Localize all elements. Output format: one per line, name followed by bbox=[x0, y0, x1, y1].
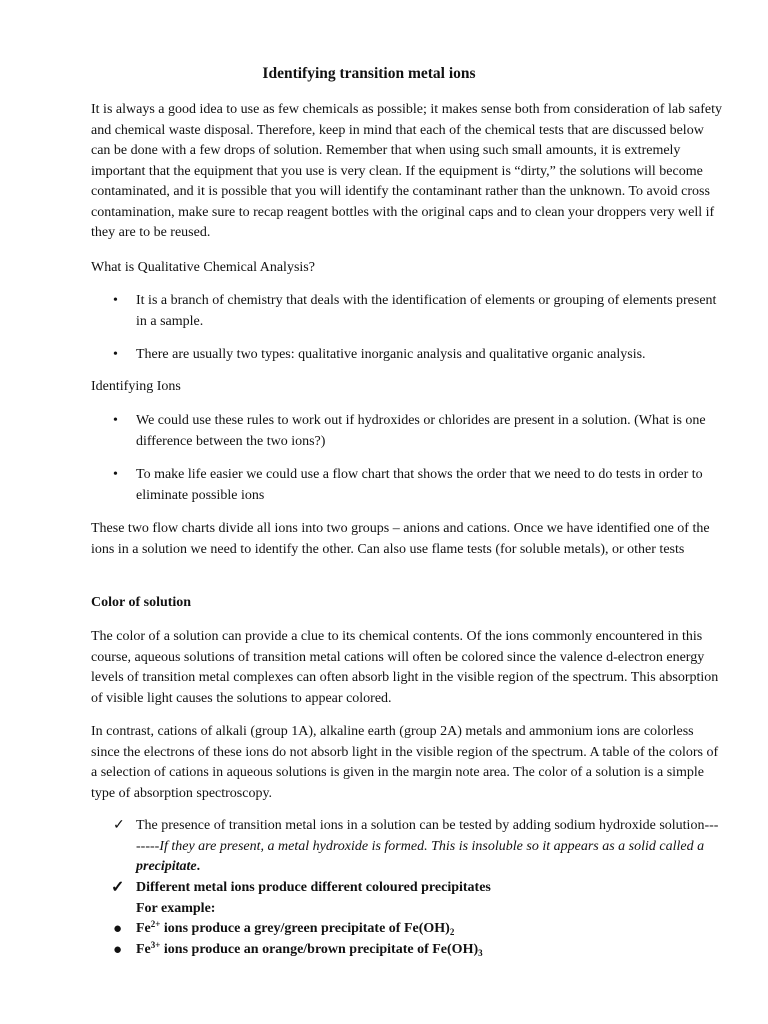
naoh-test-text bbox=[136, 816, 721, 878]
naoh-test-plain: The presence of transition metal ions in a solution can be tested by adding sodium hydroxide solution-------- bbox=[136, 818, 719, 854]
bullet-marker: • bbox=[113, 293, 118, 308]
fe3-symbol: Fe bbox=[136, 942, 151, 957]
bullet-marker: • bbox=[113, 347, 118, 362]
checkmark-icon: ✓ bbox=[113, 818, 125, 833]
flow-chart-paragraph: These two flow charts divide all ions into two groups – anions and cations. Once we have identified one of the ions in a solution we need to identify the other. Can also use flame tests (for soluble metals), or other tests bbox=[91, 521, 710, 557]
bullet-dot-icon: ● bbox=[113, 921, 123, 937]
fe2-charge: 2+ bbox=[150, 919, 161, 929]
color-heading: Color of solution bbox=[91, 595, 192, 610]
ions-heading: Identifying Ions bbox=[91, 379, 181, 394]
qca-heading: What is Qualitative Chemical Analysis? bbox=[91, 260, 315, 275]
checkmark-bold-icon: ✓ bbox=[111, 879, 125, 896]
precipitate-term: precipitate bbox=[136, 859, 197, 874]
ions-bullet-1: We could use these rules to work out if hydroxides or chlorides are present in a solution. (What is one difference between the two ions?) bbox=[136, 413, 706, 449]
page-title: Identifying transition metal ions bbox=[262, 65, 476, 82]
fe3-subscript: 3 bbox=[478, 948, 483, 958]
for-example-label: For example: bbox=[136, 901, 216, 916]
naoh-test-italic: If they are present, a metal hydroxide is formed. This is insoluble so it appears as a solid called a bbox=[159, 838, 705, 854]
fe2-line bbox=[136, 919, 721, 940]
fe2-text: ions produce a grey/green precipitate of Fe(OH) bbox=[160, 921, 450, 936]
fe2-subscript: 2 bbox=[449, 927, 455, 937]
naoh-test-end: . bbox=[196, 859, 201, 874]
bullet-dot-icon: ● bbox=[113, 942, 123, 958]
qca-bullet-2: There are usually two types: qualitative inorganic analysis and qualitative organic analysis. bbox=[136, 347, 646, 362]
bullet-marker: • bbox=[113, 467, 118, 482]
qca-bullet-1: It is a branch of chemistry that deals with the identification of elements or grouping of elements present in a sample. bbox=[136, 293, 717, 329]
fe3-charge: 3+ bbox=[150, 940, 161, 950]
ions-bullet-2: To make life easier we could use a flow chart that shows the order that we need to do tests in order to eliminate possible ions bbox=[136, 467, 703, 503]
intro-paragraph: It is always a good idea to use as few chemicals as possible; it makes sense both from consideration of lab safety and chemical waste disposal. Therefore, keep in mind that each of the chemical tests that are discussed below can be done with a few drops of solution. Remember that when using such small amounts, it is extremely important that the equipment that you use is very clean. If the equipment is “dirty,” the solutions will become contaminated, and it is possible that you will identify the contaminant rather than the unknown. To avoid cross contamination, make sure to recap reagent bottles with the original caps and to clean your droppers very well if they are to be reused. bbox=[91, 102, 722, 240]
precipitates-statement: Different metal ions produce different coloured precipitates bbox=[136, 880, 491, 895]
fe2-symbol: Fe bbox=[136, 921, 151, 936]
bullet-marker: • bbox=[113, 413, 118, 428]
fe3-text: ions produce an orange/brown precipitate of Fe(OH) bbox=[160, 942, 479, 957]
color-paragraph-2: In contrast, cations of alkali (group 1A), alkaline earth (group 2A) metals and ammonium ions are colorless since the electrons of these ions do not absorb light in the visible region of the spectrum. A table of the colors of a selection of cations in aqueous solutions is given in the margin note area. The color of a solution is a simple type of absorption spectroscopy. bbox=[91, 724, 719, 801]
fe3-line bbox=[136, 940, 721, 961]
color-paragraph-1: The color of a solution can provide a clue to its chemical contents. Of the ions commonly encountered in this course, aqueous solutions of transition metal cations will often be colored since the valence d-electron energy levels of transition metal complexes can often absorb light in the visible region of the spectrum. This absorption of visible light causes the solutions to appear colored. bbox=[91, 629, 719, 706]
